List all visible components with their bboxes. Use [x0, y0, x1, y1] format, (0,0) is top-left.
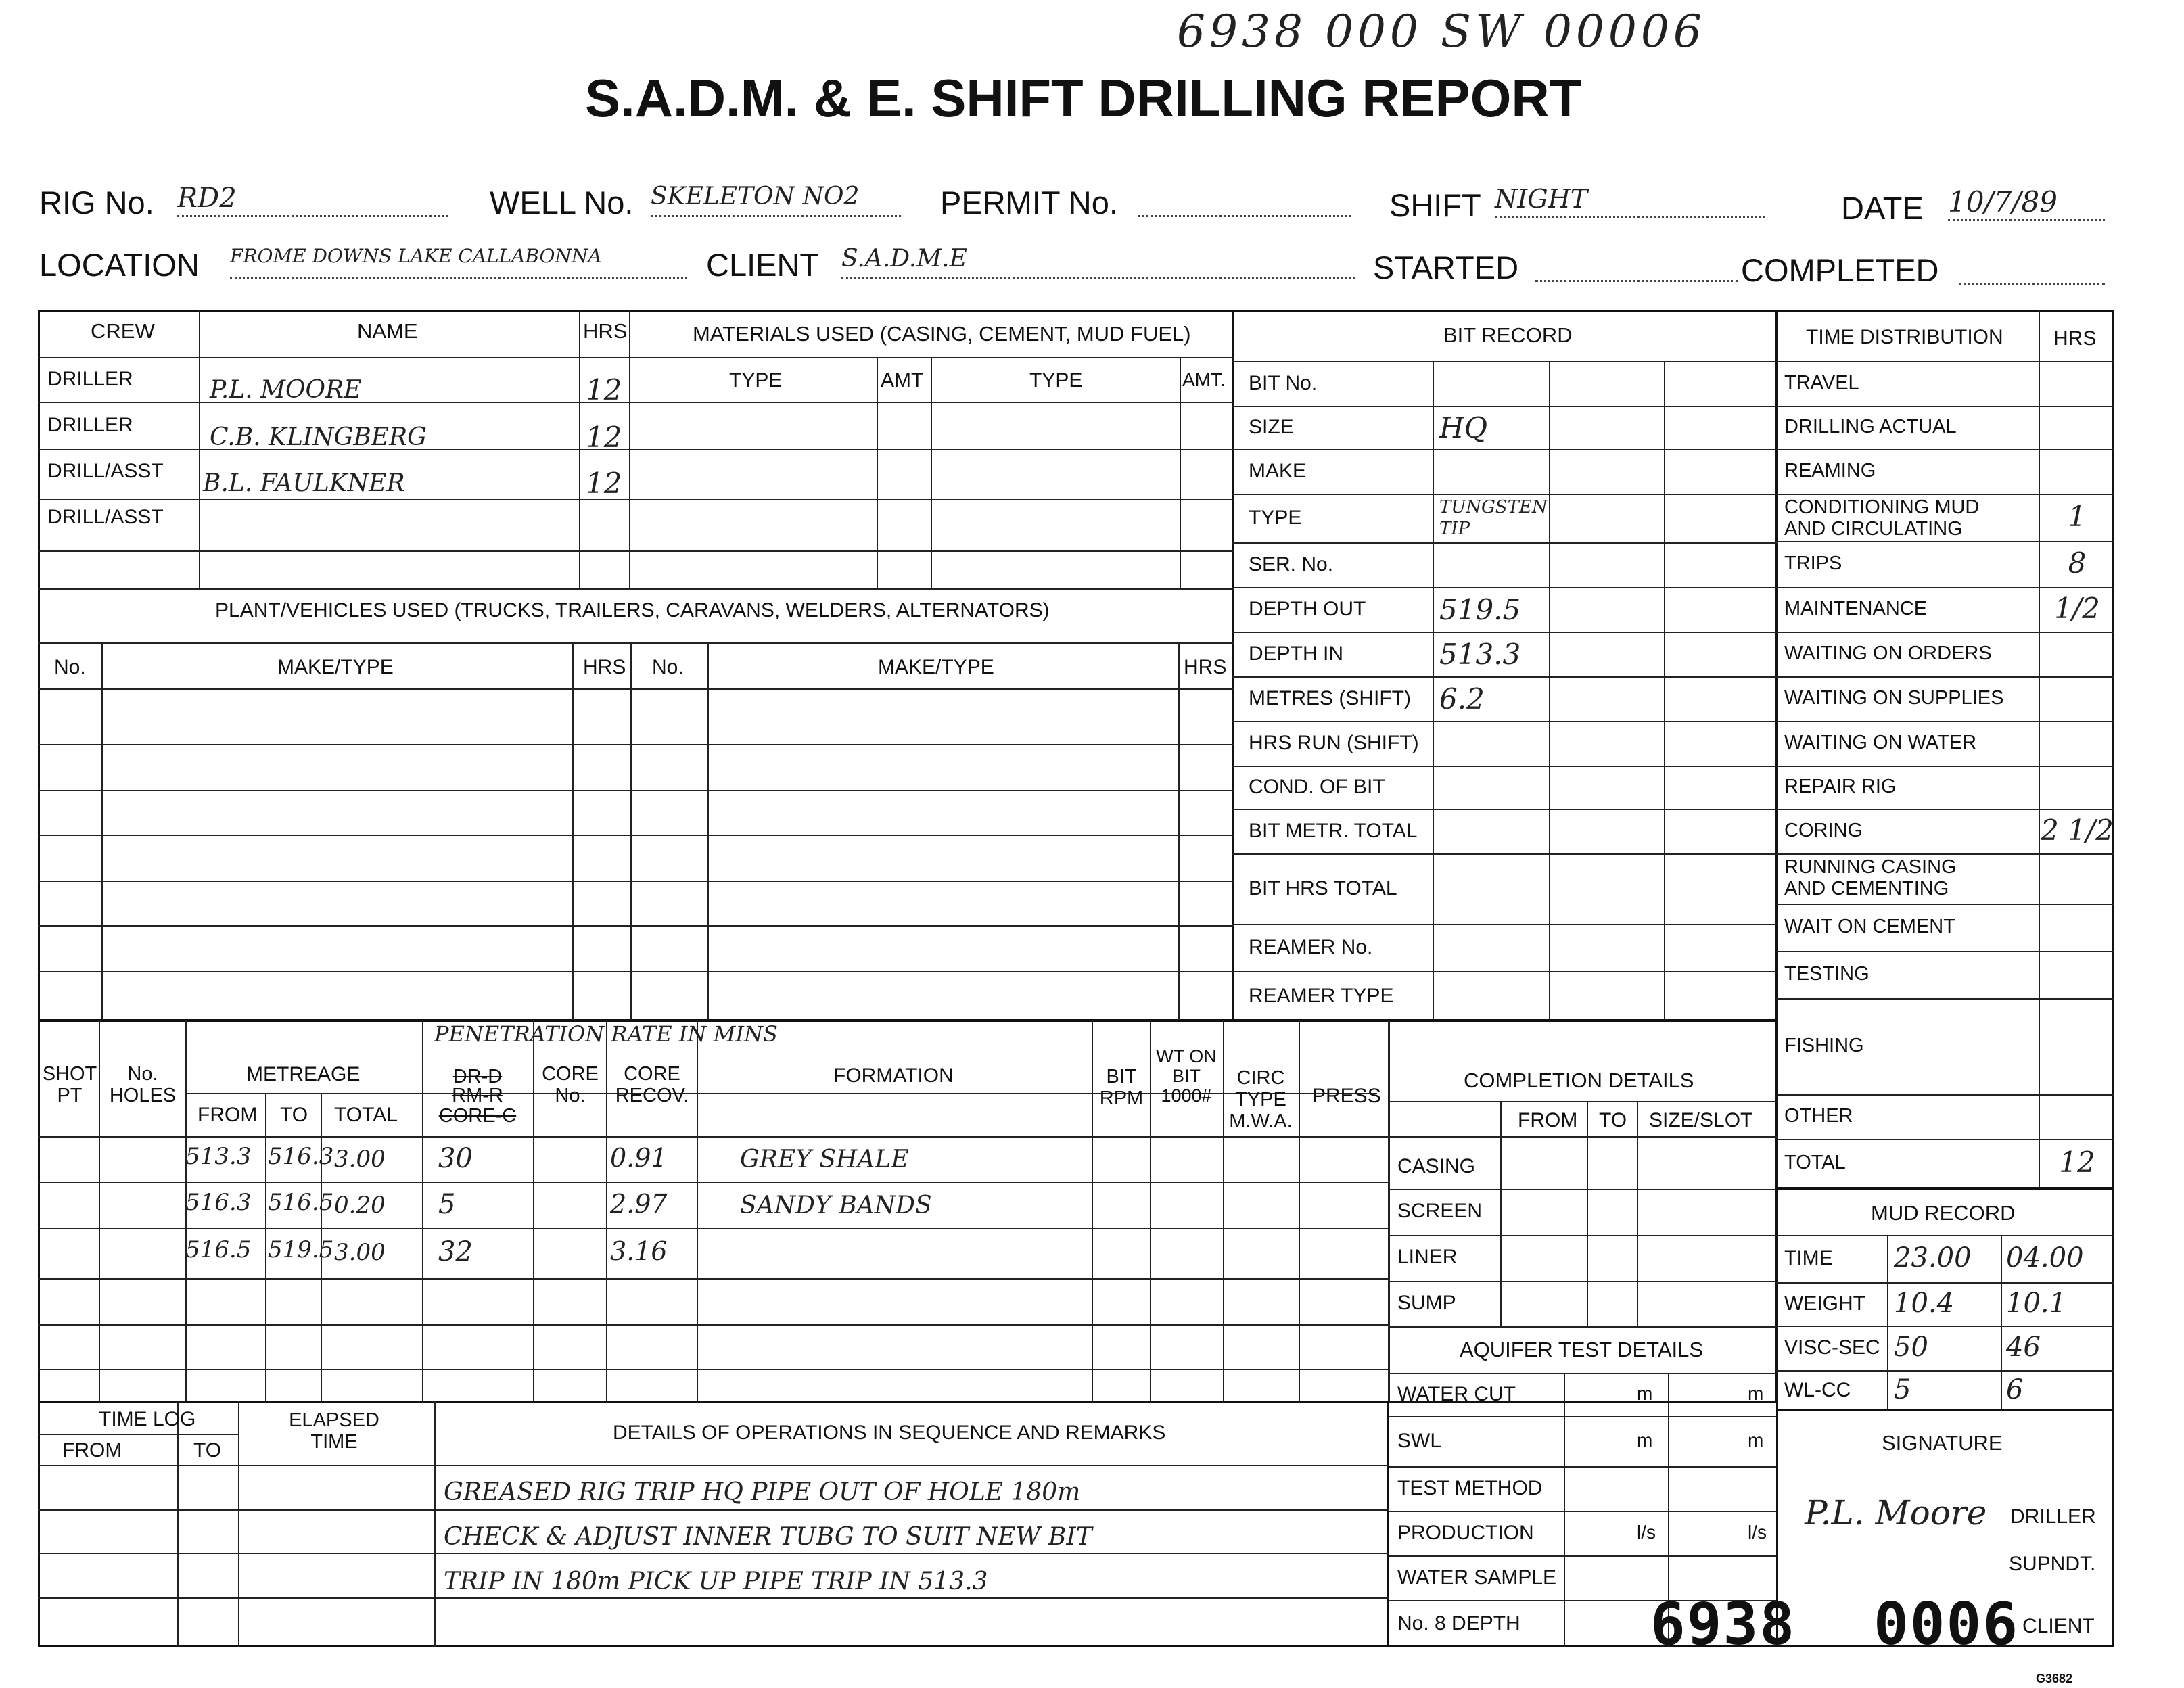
- bit-record-header: BIT RECORD: [1443, 323, 1573, 347]
- wt-on-bit-header: WT ON BIT 1000#: [1156, 1046, 1217, 1106]
- time-distribution-label: CONDITIONING MUD AND CIRCULATING: [1784, 496, 1980, 540]
- time-distribution-value[interactable]: 8: [2068, 546, 2087, 580]
- stamped-number: 0006: [1874, 1591, 2020, 1658]
- crew-name[interactable]: B.L. FAULKNER: [203, 469, 405, 497]
- completion-size-header: SIZE/SLOT: [1649, 1109, 1753, 1131]
- crew-role: DRILL/ASST: [47, 506, 164, 528]
- crew-name[interactable]: P.L. MOORE: [210, 376, 362, 404]
- well-field[interactable]: SKELETON NO2: [651, 183, 901, 217]
- no-holes-header: No. HOLES: [109, 1063, 177, 1106]
- press-header: PRESS: [1312, 1085, 1381, 1107]
- crew-hrs[interactable]: 12: [586, 467, 622, 500]
- crew-role: DRILLER: [47, 368, 133, 390]
- completion-row-label: LINER: [1397, 1246, 1458, 1268]
- total-header: TOTAL: [334, 1104, 398, 1126]
- driller-signature: P.L. Moore: [1805, 1493, 1987, 1532]
- crew-hrs[interactable]: 12: [586, 373, 622, 406]
- name-header: NAME: [357, 319, 418, 343]
- form-code: G3682: [2036, 1672, 2073, 1685]
- plant-no2-header: No.: [652, 656, 684, 678]
- bit-record-label: REAMER No.: [1249, 936, 1373, 958]
- mud-record-value[interactable]: 10.1: [2006, 1288, 2067, 1319]
- aquifer-label: WATER SAMPLE: [1397, 1566, 1557, 1589]
- penetration-rate[interactable]: 5: [438, 1189, 456, 1220]
- materials-type2-header: TYPE: [1029, 369, 1083, 392]
- rmr-header: RM-R: [452, 1085, 503, 1106]
- operations-line[interactable]: TRIP IN 180m PICK UP PIPE TRIP IN 513.3: [444, 1568, 988, 1595]
- mud-record-label: TIME: [1784, 1247, 1833, 1269]
- started-label: STARTED: [1373, 250, 1519, 285]
- mud-record-value[interactable]: 5: [1894, 1374, 1911, 1405]
- mud-record-value[interactable]: 46: [2006, 1332, 2041, 1363]
- crew-role: DRILL/ASST: [47, 460, 164, 482]
- time-distribution-header: TIME DISTRIBUTION: [1806, 326, 2003, 348]
- time-distribution-label: TESTING: [1784, 963, 1869, 985]
- time-hrs-header: HRS: [2053, 327, 2097, 350]
- from-header: FROM: [198, 1104, 258, 1126]
- operations-line[interactable]: GREASED RIG TRIP HQ PIPE OUT OF HOLE 180m: [444, 1478, 1081, 1506]
- date-label: DATE: [1841, 190, 1924, 226]
- formation-value[interactable]: SANDY BANDS: [740, 1192, 932, 1219]
- metreage-total[interactable]: 3.00: [334, 1239, 386, 1266]
- mud-record-header: MUD RECORD: [1871, 1201, 2016, 1225]
- page-title: S.A.D.M. & E. SHIFT DRILLING REPORT: [585, 68, 1582, 128]
- bit-record-value[interactable]: TUNGSTEN TIP: [1439, 497, 1548, 539]
- rig-field[interactable]: RD2: [177, 183, 448, 217]
- driller-sign-label: DRILLER: [2010, 1505, 2096, 1528]
- bit-record-label: DEPTH OUT: [1249, 598, 1366, 620]
- client-label: CLIENT: [706, 247, 820, 283]
- plant-no-header: No.: [54, 656, 86, 678]
- to-header: TO: [280, 1104, 308, 1126]
- plant-make-header: MAKE/TYPE: [277, 656, 394, 678]
- shift-field[interactable]: NIGHT: [1495, 184, 1765, 218]
- supndt-sign-label: SUPNDT.: [2009, 1553, 2096, 1575]
- elapsed-time-header: ELAPSED TIME: [289, 1409, 379, 1453]
- bit-record-label: REAMER TYPE: [1249, 985, 1394, 1007]
- time-distribution-label: CORING: [1784, 820, 1863, 841]
- time-distribution-label: WAITING ON WATER: [1784, 732, 1977, 753]
- mud-record-label: WEIGHT: [1784, 1292, 1865, 1315]
- time-distribution-label: WAITING ON ORDERS: [1784, 642, 1992, 664]
- metreage-from[interactable]: 513.3: [185, 1143, 252, 1170]
- plant-header: PLANT/VEHICLES USED (TRUCKS, TRAILERS, CARAVANS, WELDERS, ALTERNATORS): [215, 599, 1050, 622]
- drd-header: DR-D: [452, 1066, 503, 1087]
- signature-header: SIGNATURE: [1882, 1431, 2003, 1455]
- metreage-header: METREAGE: [246, 1063, 361, 1085]
- time-to-header: TO: [193, 1439, 222, 1461]
- bit-record-label: BIT METR. TOTAL: [1249, 820, 1418, 842]
- metreage-total[interactable]: 3.00: [334, 1146, 386, 1173]
- materials-amt-header: AMT: [881, 369, 924, 392]
- operations-line[interactable]: CHECK & ADJUST INNER TUBG TO SUIT NEW BIT: [444, 1523, 1092, 1551]
- time-from-header: FROM: [62, 1439, 122, 1461]
- shift-label: SHIFT: [1389, 187, 1481, 223]
- mud-record-label: VISC-SEC: [1784, 1336, 1880, 1359]
- time-distribution-label: FISHING: [1784, 1035, 1864, 1056]
- completion-header: COMPLETION DETAILS: [1464, 1069, 1694, 1092]
- crew-hrs[interactable]: 12: [586, 421, 622, 454]
- bit-record-value[interactable]: HQ: [1439, 411, 1488, 444]
- bit-record-label: SIZE: [1249, 416, 1294, 438]
- permit-field[interactable]: [1138, 183, 1351, 217]
- time-distribution-value[interactable]: 1: [2068, 500, 2087, 533]
- completion-row-label: SCREEN: [1397, 1200, 1483, 1222]
- penetration-rate[interactable]: 32: [438, 1236, 473, 1267]
- permit-label: PERMIT No.: [940, 185, 1118, 220]
- time-distribution-label: DRILLING ACTUAL: [1784, 416, 1957, 438]
- mud-record-value[interactable]: 6: [2006, 1374, 2024, 1405]
- aquifer-unit: l/s: [1748, 1522, 1767, 1543]
- circ-type-header: CIRC TYPE M.W.A.: [1229, 1067, 1293, 1132]
- well-label: WELL No.: [490, 185, 634, 220]
- metreage-total[interactable]: 0.20: [334, 1192, 386, 1219]
- time-distribution-label: RUNNING CASING AND CEMENTING: [1784, 856, 1957, 899]
- mud-record-value[interactable]: 10.4: [1894, 1288, 1955, 1319]
- aquifer-unit: m: [1637, 1430, 1653, 1451]
- crew-name[interactable]: C.B. KLINGBERG: [210, 423, 427, 451]
- aquifer-unit: m: [1748, 1430, 1764, 1451]
- bit-record-label: METRES (SHIFT): [1249, 687, 1411, 709]
- aquifer-label: TEST METHOD: [1397, 1477, 1543, 1499]
- materials-header: MATERIALS USED (CASING, CEMENT, MUD FUEL): [693, 322, 1191, 346]
- client-field[interactable]: S.A.D.M.E: [841, 245, 1355, 279]
- operations-details-header: DETAILS OF OPERATIONS IN SEQUENCE AND REMARKS: [613, 1422, 1166, 1444]
- core-recov-header: CORE RECOV.: [615, 1063, 689, 1106]
- handwritten-file-reference: 6938 000 SW 00006: [1177, 5, 1706, 57]
- crew-header: CREW: [91, 319, 155, 343]
- aquifer-unit: l/s: [1637, 1522, 1656, 1543]
- location-label: LOCATION: [39, 247, 200, 283]
- time-distribution-label: TRIPS: [1784, 553, 1842, 574]
- time-log-header: TIME LOG: [99, 1408, 196, 1430]
- metreage-to[interactable]: 519.5: [268, 1236, 334, 1263]
- plant-make2-header: MAKE/TYPE: [878, 656, 994, 678]
- time-distribution-value[interactable]: 1/2: [2054, 592, 2100, 625]
- aquifer-label: WATER CUT: [1397, 1383, 1516, 1405]
- bit-record-value[interactable]: 519.5: [1439, 593, 1521, 626]
- penetration-rate-note: PENETRATION RATE IN MINS: [434, 1021, 778, 1047]
- aquifer-unit: m: [1637, 1383, 1653, 1404]
- started-field[interactable]: [1535, 248, 1738, 282]
- aquifer-label: SWL: [1397, 1430, 1442, 1452]
- shot-pt-header: SHOT PT: [42, 1063, 97, 1106]
- bit-record-value[interactable]: 513.3: [1439, 638, 1521, 671]
- time-distribution-label: REAMING: [1784, 460, 1876, 482]
- aquifer-label: PRODUCTION: [1397, 1522, 1534, 1544]
- location-field[interactable]: FROME DOWNS LAKE CALLABONNA: [230, 245, 687, 279]
- aquifer-label: No. 8 DEPTH: [1397, 1612, 1520, 1635]
- date-field[interactable]: 10/7/89: [1948, 185, 2105, 221]
- core-recovery[interactable]: 2.97: [610, 1189, 668, 1219]
- mud-record-value[interactable]: 23.00: [1894, 1242, 1972, 1273]
- bit-record-label: TYPE: [1249, 507, 1302, 529]
- formation-value[interactable]: GREY SHALE: [740, 1146, 909, 1173]
- mud-record-value[interactable]: 50: [1894, 1332, 1928, 1363]
- time-distribution-label: WAITING ON SUPPLIES: [1784, 687, 2004, 709]
- time-distribution-label: TRAVEL: [1784, 372, 1859, 394]
- time-distribution-label: MAINTENANCE: [1784, 598, 1928, 619]
- metreage-from[interactable]: 516.5: [185, 1236, 252, 1263]
- metreage-to[interactable]: 516.3: [268, 1143, 334, 1170]
- metreage-from[interactable]: 516.3: [185, 1189, 252, 1216]
- time-distribution-label: OTHER: [1784, 1105, 1853, 1127]
- bit-record-label: BIT HRS TOTAL: [1249, 877, 1397, 899]
- time-distribution-label: WAIT ON CEMENT: [1784, 916, 1955, 937]
- time-distribution-value[interactable]: 2 1/2: [2041, 814, 2114, 847]
- time-distribution-label: TOTAL: [1784, 1152, 1846, 1173]
- bit-record-label: HRS RUN (SHIFT): [1249, 732, 1419, 754]
- bit-record-label: DEPTH IN: [1249, 642, 1344, 665]
- aquifer-header: AQUIFER TEST DETAILS: [1460, 1338, 1704, 1361]
- bit-record-label: COND. OF BIT: [1249, 776, 1385, 798]
- client-sign-label: CLIENT: [2022, 1615, 2095, 1637]
- completed-field[interactable]: [1959, 250, 2105, 285]
- crew-role: DRILLER: [47, 414, 133, 436]
- stamped-number: 6938: [1650, 1591, 1796, 1658]
- formation-header: FORMATION: [833, 1064, 954, 1087]
- metreage-to[interactable]: 516.5: [268, 1189, 334, 1216]
- mud-record-value[interactable]: 04.00: [2006, 1242, 2084, 1273]
- core-recovery[interactable]: 3.16: [610, 1236, 668, 1266]
- completion-row-label: CASING: [1397, 1155, 1476, 1177]
- bit-record-label: SER. No.: [1249, 553, 1334, 576]
- aquifer-unit: m: [1748, 1383, 1764, 1404]
- bit-record-value[interactable]: 6.2: [1439, 682, 1485, 716]
- plant-hrs-header: HRS: [583, 656, 626, 678]
- completion-to-header: TO: [1599, 1109, 1627, 1131]
- bit-rpm-header: BIT RPM: [1099, 1066, 1144, 1109]
- bit-record-label: MAKE: [1249, 460, 1307, 482]
- materials-type-header: TYPE: [729, 369, 783, 392]
- completion-row-label: SUMP: [1397, 1292, 1456, 1314]
- core-c-header: CORE-C: [438, 1105, 517, 1127]
- bit-record-label: BIT No.: [1249, 372, 1318, 394]
- mud-record-label: WL-CC: [1784, 1379, 1851, 1401]
- crew-section: [38, 310, 1234, 1021]
- hrs-header: HRS: [583, 319, 628, 343]
- completion-from-header: FROM: [1518, 1109, 1578, 1131]
- materials-amt2-header: AMT.: [1182, 369, 1226, 390]
- rig-label: RIG No.: [39, 185, 154, 220]
- core-recovery[interactable]: 0.91: [610, 1143, 668, 1173]
- time-distribution-label: REPAIR RIG: [1784, 776, 1897, 797]
- time-distribution-value[interactable]: 12: [2059, 1146, 2095, 1179]
- completed-label: COMPLETED: [1741, 252, 1939, 288]
- plant-hrs2-header: HRS: [1184, 656, 1227, 678]
- core-no-header: CORE No.: [542, 1063, 599, 1106]
- penetration-rate[interactable]: 30: [438, 1143, 473, 1174]
